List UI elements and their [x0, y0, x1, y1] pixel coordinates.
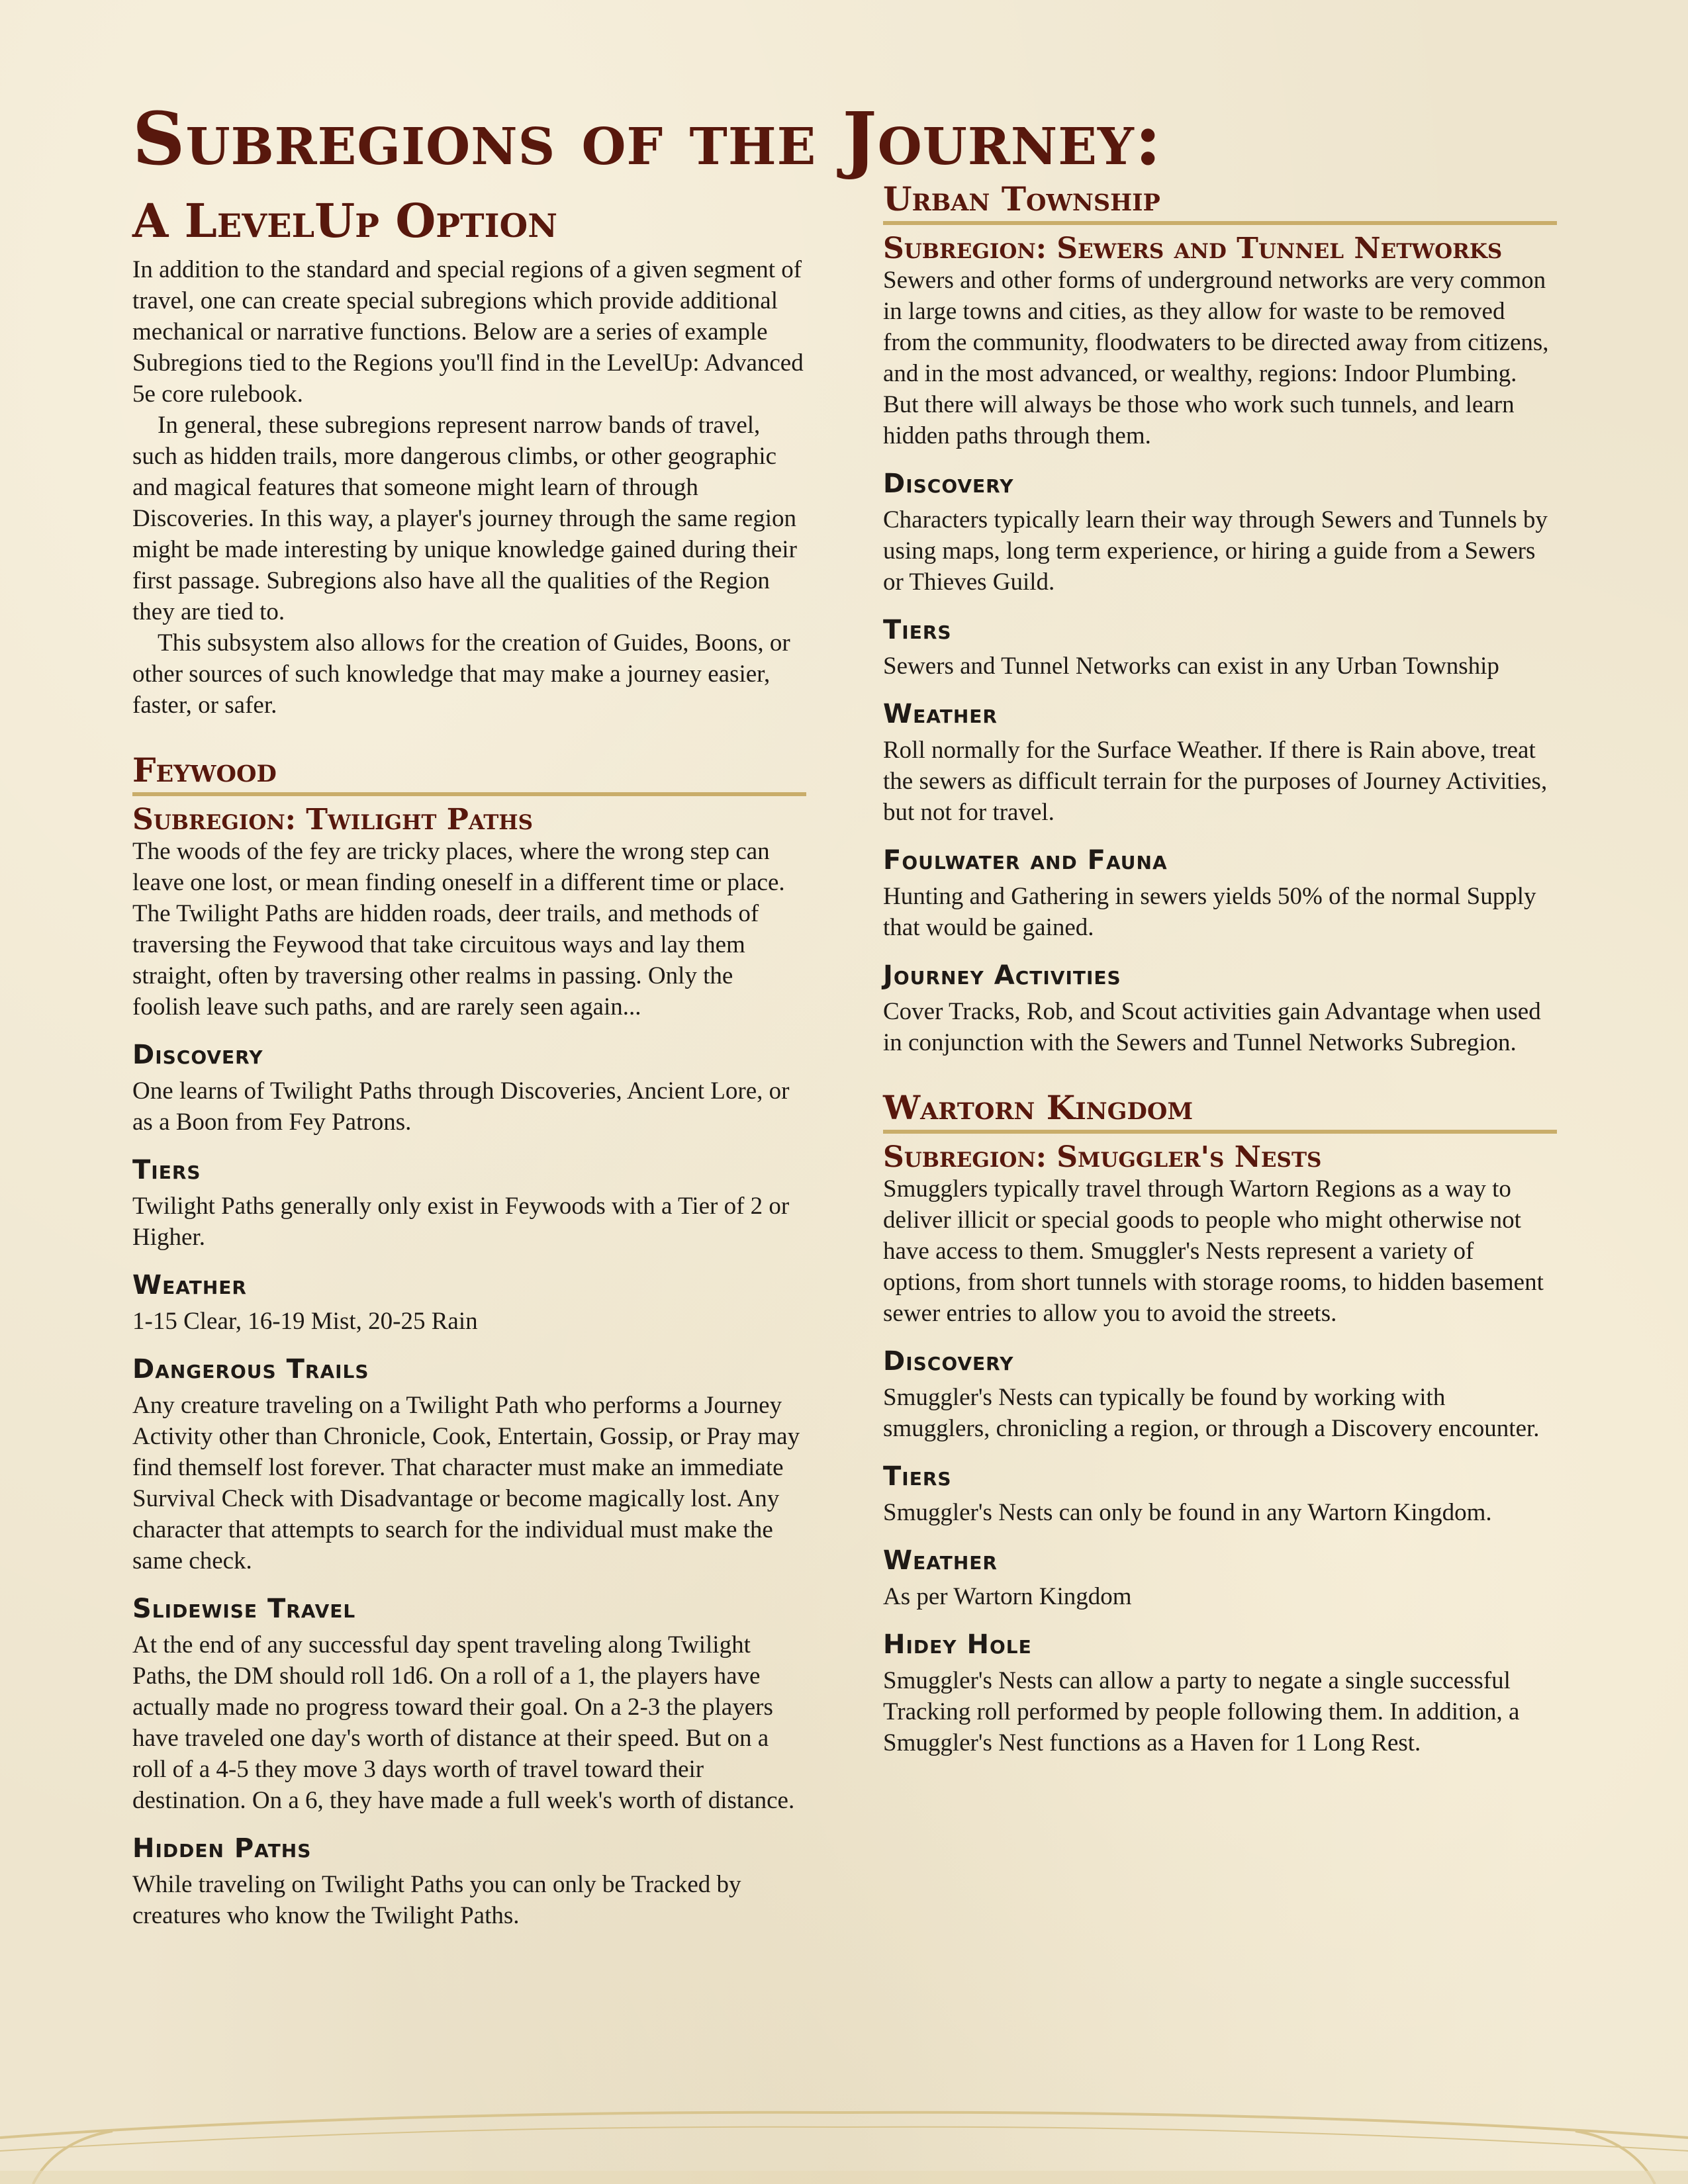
- wartorn-discovery-text: Smuggler's Nests can typically be found by working with smugglers, chronicling a region, or through a Discovery encounter.: [883, 1384, 1540, 1442]
- hidden-paths-heading: Hidden Paths: [132, 1833, 312, 1864]
- foulwater-text: Hunting and Gathering in sewers yields 50% of the normal Supply that would be gained.: [883, 883, 1536, 941]
- hidden-paths-text: While traveling on Twilight Paths you can only be Tracked by creatures who know the Twilight Paths.: [132, 1871, 741, 1929]
- intro-subtitle: A LevelUp Option: [132, 193, 558, 248]
- dangerous-trails-heading: Dangerous Trails: [132, 1354, 369, 1385]
- foulwater-heading: Foulwater and Fauna: [883, 845, 1168, 876]
- wartorn-tiers-heading: Tiers: [883, 1461, 952, 1492]
- feywood-discovery-heading: Discovery: [132, 1040, 263, 1070]
- dangerous-trails-text: Any creature traveling on a Twilight Path who performs a Journey Activity other than Chronicle, Cook, Entertain, Gossip, or Pray may find themself lost forever. That character must make an immediate Survival Check with Disadvantage or become magically lost. Any character that attempts to search for the individual must make the same check.: [132, 1392, 800, 1574]
- intro-paragraph: This subsystem also allows for the creation of Guides, Boons, or other sources of such knowledge that may make a journey easier, faster, or safer.: [132, 629, 790, 719]
- region-heading-wartorn-kingdom: Wartorn Kingdom: [883, 1087, 1557, 1134]
- intro-paragraph: In general, these subregions represent narrow bands of travel, such as hidden trails, more dangerous climbs, or other geographic and magical features that someone might learn of through Discoveries. In this way, a player's journey through the same region might be made interesting by unique knowledge gained during their first passage. Subregions also have all the qualities of the Region they are tied to.: [132, 412, 797, 625]
- journey-activities-heading: Journey Activities: [883, 960, 1121, 991]
- journey-activities-text: Cover Tracks, Rob, and Scout activities gain Advantage when used in conjunction with the Sewers and Tunnel Networks Subregion.: [883, 998, 1541, 1056]
- hidey-hole-text: Smuggler's Nests can allow a party to negate a single successful Tracking roll performed by people following them. In addition, a Smuggler's Nest functions as a Haven for 1 Long Rest.: [883, 1667, 1520, 1756]
- wartorn-weather-heading: Weather: [883, 1545, 998, 1576]
- feywood-weather-heading: Weather: [132, 1270, 247, 1300]
- wartorn-tiers-text: Smuggler's Nests can only be found in any Wartorn Kingdom.: [883, 1499, 1492, 1526]
- subregion-heading-twilight-paths: Subregion: Twilight Paths: [132, 803, 533, 837]
- feywood-description: The woods of the fey are tricky places, where the wrong step can leave one lost, or mean finding oneself in a different time or place. The Twilight Paths are hidden roads, deer trails, and methods of traversing the Feywood that take circuitous ways and lay them straight, often by traversing other realms in passing. Only the foolish leave such paths, and are rarely seen again...: [132, 838, 785, 1021]
- region-heading-urban-township: Urban Township: [883, 179, 1557, 225]
- slidewise-travel-text: At the end of any successful day spent traveling along Twilight Paths, the DM should roll 1d6. On a roll of a 1, the players have actually made no progress toward their goal. On a 2-3 the players have traveled one day's worth of distance at their speed. But on a roll of a 4-5 they move 3 days worth of travel toward their destination. On a 6, they have made a full week's worth of distance.: [132, 1631, 795, 1814]
- region-heading-feywood: Feywood: [132, 750, 806, 796]
- urban-weather-heading: Weather: [883, 699, 998, 729]
- intro-paragraph: In addition to the standard and special regions of a given segment of travel, one can create special subregions which provide additional mechanical or narrative functions. Below are a series of example Subregions tied to the Regions you'll find in the LevelUp: Advanced 5e core rulebook.: [132, 256, 804, 408]
- feywood-tiers-text: Twilight Paths generally only exist in Feywoods with a Tier of 2 or Higher.: [132, 1193, 790, 1251]
- footer-ornament: [0, 2091, 1688, 2184]
- feywood-discovery-text: One learns of Twilight Paths through Discoveries, Ancient Lore, or as a Boon from Fey Patrons.: [132, 1077, 790, 1136]
- left-column: [132, 192, 806, 1931]
- slidewise-travel-heading: Slidewise Travel: [132, 1594, 356, 1624]
- page-title: Subregions of the Journey:: [132, 96, 1162, 181]
- urban-tiers-heading: Tiers: [883, 615, 952, 645]
- urban-tiers-text: Sewers and Tunnel Networks can exist in any Urban Township: [883, 653, 1499, 680]
- subregion-heading-sewers: Subregion: Sewers and Tunnel Networks: [883, 232, 1503, 265]
- urban-description: Sewers and other forms of underground networks are very common in large towns and cities, as they allow for waste to be removed from the community, floodwaters to be directed away from citizens, and in the most advanced, or wealthy, regions: Indoor Plumbing. But there will always be those who work such tunnels, and learn hidden paths through them.: [883, 267, 1549, 449]
- hidey-hole-heading: Hidey Hole: [883, 1629, 1032, 1660]
- urban-discovery-text: Characters typically learn their way through Sewers and Tunnels by using maps, long term experience, or hiring a guide from a Sewers or Thieves Guild.: [883, 506, 1548, 596]
- feywood-tiers-heading: Tiers: [132, 1155, 201, 1185]
- wartorn-discovery-heading: Discovery: [883, 1346, 1014, 1377]
- right-column: [883, 179, 1557, 1758]
- urban-weather-text: Roll normally for the Surface Weather. If there is Rain above, treat the sewers as difficult terrain for the purposes of Journey Activities, but not for travel.: [883, 737, 1548, 826]
- subregion-heading-smugglers-nests: Subregion: Smuggler's Nests: [883, 1140, 1322, 1174]
- wartorn-weather-text: As per Wartorn Kingdom: [883, 1583, 1132, 1610]
- feywood-weather-text: 1-15 Clear, 16-19 Mist, 20-25 Rain: [132, 1308, 478, 1335]
- urban-discovery-heading: Discovery: [883, 469, 1014, 499]
- wartorn-description: Smugglers typically travel through Wartorn Regions as a way to deliver illicit or special goods to people who might otherwise not have access to them. Smuggler's Nests represent a variety of options, from short tunnels with storage rooms, to hidden basement sewer entries to allow you to avoid the streets.: [883, 1175, 1544, 1327]
